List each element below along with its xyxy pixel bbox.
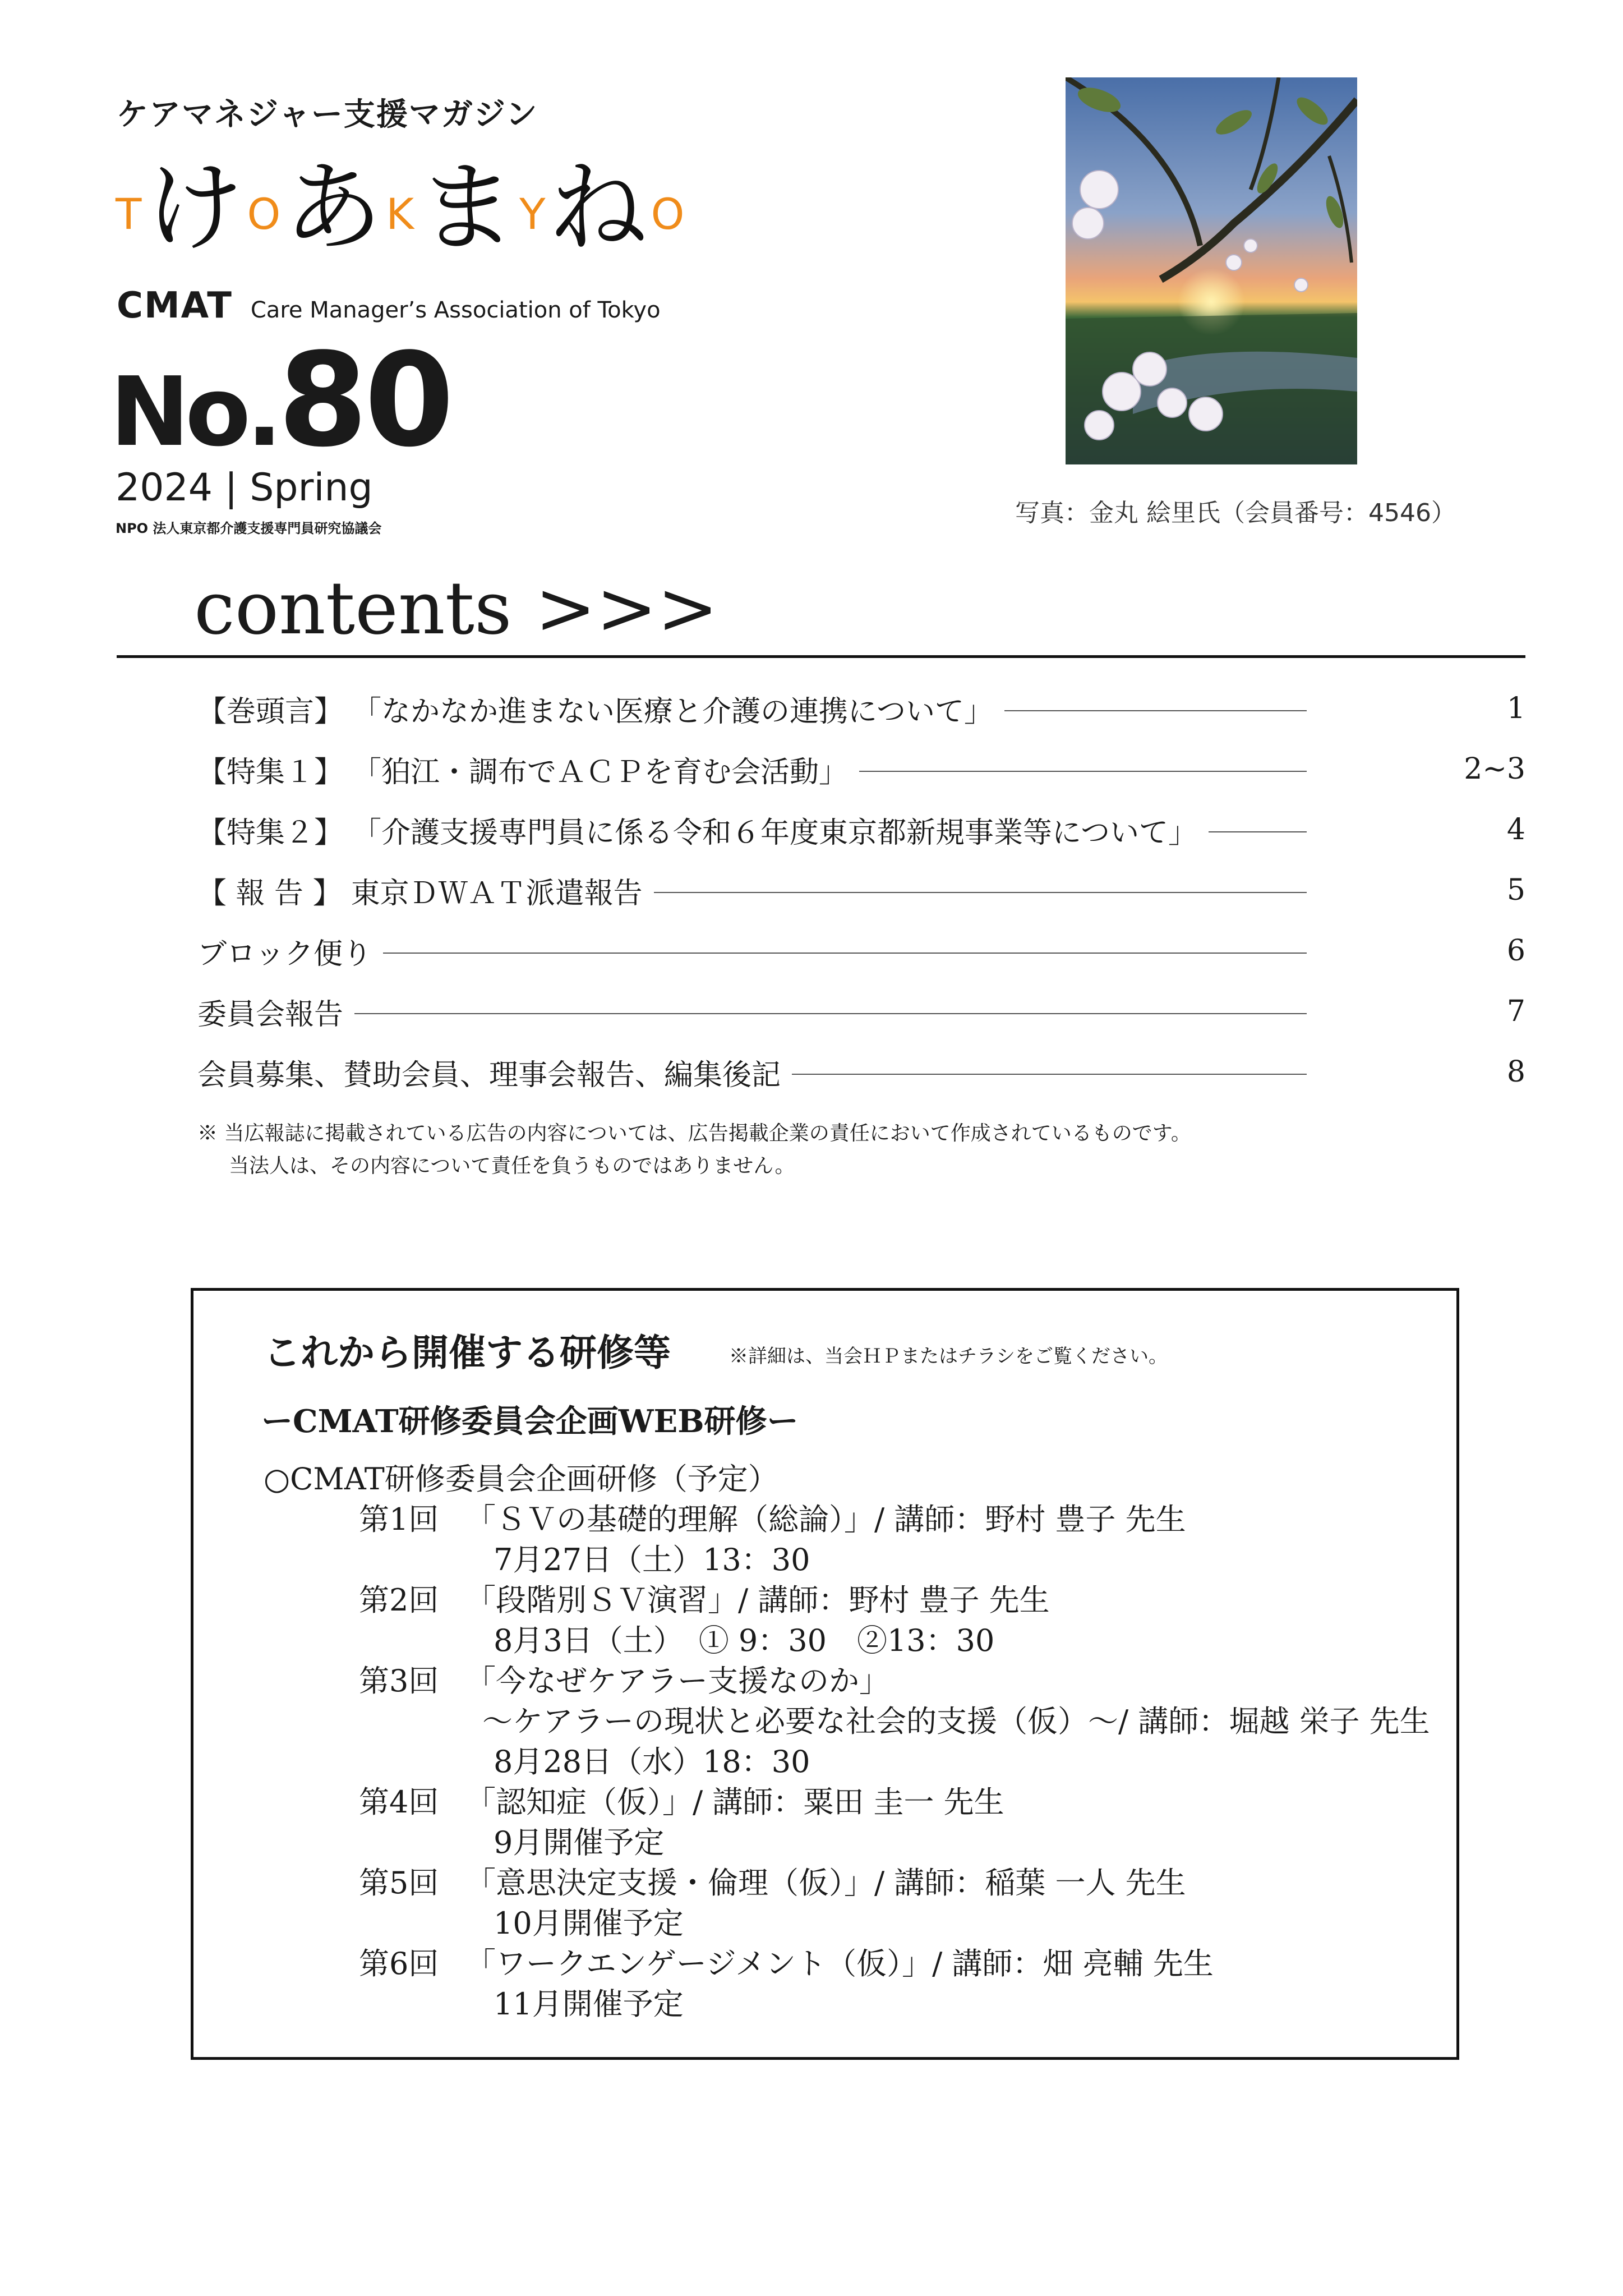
session-number: 第1回	[359, 1502, 439, 1537]
toc-item-title: ブロック便り	[197, 937, 372, 971]
org-full-name: Care Manager’s Association of Tokyo	[250, 297, 661, 323]
toc-item-title: 委員会報告	[197, 997, 344, 1032]
session-title: 「ワークエンゲージメント（仮）」/ 講師：畑 亮輔 先生	[465, 1946, 1214, 1981]
masthead-letter: O	[247, 188, 281, 239]
masthead-kana: け	[145, 150, 244, 265]
seminars-section-label: ○CMAT研修委員会企画研修（予定）	[264, 1461, 778, 1497]
session-subtitle: ～ケアラーの現状と必要な社会的支援（仮）～/ 講師：堀越 栄子 先生	[482, 1704, 1430, 1739]
toc-item-tag: 【特集１】	[197, 755, 344, 789]
session-date: 8月28日（水）18：30	[494, 1744, 810, 1779]
toc-item-title: 「なかなか進まない医療と介護の連携について」	[352, 694, 993, 729]
session-number: 第5回	[359, 1865, 439, 1901]
seminars-title: これから開催する研修等	[264, 1331, 671, 1374]
cover-photo	[1066, 77, 1357, 464]
toc-item[interactable]	[197, 1052, 1525, 1092]
session-title: 「認知症（仮）」/ 講師：粟田 圭一 先生	[465, 1784, 1004, 1820]
session-title: 「今なぜケアラー支援なのか」	[465, 1663, 889, 1699]
cherry-blossom-sunset-image	[1066, 77, 1357, 464]
masthead-letter: T	[116, 188, 142, 239]
issue-season: 2024 | Spring	[116, 466, 373, 510]
disclaimer-line: ※ 当広報誌に掲載されている広告の内容については、広告掲載企業の責任において作成されているものです。	[197, 1122, 1191, 1145]
session-number: 第6回	[359, 1946, 439, 1981]
masthead-kana: あ	[284, 150, 383, 265]
session-date: 7月27日（土）13：30	[494, 1542, 810, 1577]
toc-item[interactable]	[197, 749, 1525, 789]
toc-item[interactable]	[197, 871, 1525, 910]
photo-caption: 写真：金丸 絵里氏（会員番号：4546）	[1015, 499, 1456, 527]
seminars-subheading: ーCMAT研修委員会企画WEB研修ー	[261, 1403, 799, 1440]
disclaimer-line: 当法人は、その内容について責任を負うものではありません。	[229, 1154, 795, 1177]
seminars-note: ※詳細は、当会ＨＰまたはチラシをご覧ください。	[729, 1345, 1168, 1368]
session-number: 第3回	[359, 1663, 439, 1699]
session-title: 「意思決定支援・倫理（仮）」/ 講師：稲葉 一人 先生	[465, 1865, 1186, 1901]
masthead-kana: ね	[548, 150, 648, 265]
session-title: 「段階別ＳＶ演習」/ 講師：野村 豊子 先生	[465, 1582, 1050, 1618]
toc-leader-line	[792, 1074, 1307, 1075]
issue-digits: 80	[278, 326, 451, 476]
session-date: 9月開催予定	[494, 1825, 665, 1860]
masthead-logo	[112, 144, 688, 273]
toc-leader-line	[859, 771, 1307, 772]
toc-item-title: 東京ＤＷＡＴ派遣報告	[351, 876, 643, 910]
toc-item-title: 「介護支援専門員に係る令和６年度東京都新規事業等について」	[352, 816, 1197, 850]
toc-leader-line	[1209, 831, 1307, 832]
toc-leader-line	[654, 892, 1307, 893]
session-date: 10月開催予定	[494, 1906, 684, 1941]
toc-item-tag: 【特集２】	[197, 816, 344, 850]
org-abbreviation: CMAT	[117, 285, 233, 326]
session-date: 11月開催予定	[494, 1986, 684, 2022]
toc-item[interactable]	[197, 992, 1525, 1031]
organization-line	[117, 285, 661, 326]
toc-item[interactable]	[197, 931, 1525, 970]
toc-item-page: 1	[1506, 692, 1525, 725]
masthead-kana: ま	[417, 150, 517, 265]
masthead-letter: K	[386, 188, 414, 239]
masthead-letter: Y	[519, 188, 546, 239]
issue-number	[110, 326, 451, 476]
toc-item-page: 8	[1506, 1055, 1525, 1089]
advertising-disclaimer	[197, 1117, 1191, 1182]
session-number: 第2回	[359, 1582, 439, 1618]
session-title: 「ＳＶの基礎的理解（総論）」/ 講師：野村 豊子 先生	[465, 1502, 1186, 1537]
toc-leader-line	[383, 953, 1307, 954]
contents-heading: contents >>>	[194, 565, 718, 651]
toc-item-page: 5	[1506, 873, 1525, 907]
contents-divider	[117, 655, 1525, 658]
toc-item-title: 会員募集、賛助会員、理事会報告、編集後記	[197, 1058, 781, 1092]
toc-item-page: 7	[1506, 995, 1525, 1028]
toc-item-title: 「狛江・調布でＡＣＰを育む会活動」	[352, 755, 849, 789]
toc-leader-line	[354, 1013, 1307, 1014]
toc-item[interactable]	[197, 689, 1525, 728]
toc-leader-line	[1004, 710, 1307, 711]
issue-prefix: No.	[110, 357, 278, 468]
session-number: 第4回	[359, 1784, 439, 1820]
masthead-letter: O	[651, 188, 685, 239]
toc-item-tag: 【巻頭言】	[197, 694, 344, 729]
toc-item[interactable]	[197, 810, 1525, 849]
toc-item-tag: 【 報 告 】	[197, 876, 342, 910]
magazine-subtitle: ケアマネジャー支援マガジン	[117, 96, 538, 133]
publisher-name: NPO 法人東京都介護支援専門員研究協議会	[116, 521, 382, 536]
toc-item-page: 2~3	[1464, 752, 1525, 786]
session-date: 8月3日（土） ① 9：30 ②13：30	[494, 1623, 995, 1658]
toc-item-page: 4	[1506, 813, 1525, 846]
toc-item-page: 6	[1506, 934, 1525, 968]
